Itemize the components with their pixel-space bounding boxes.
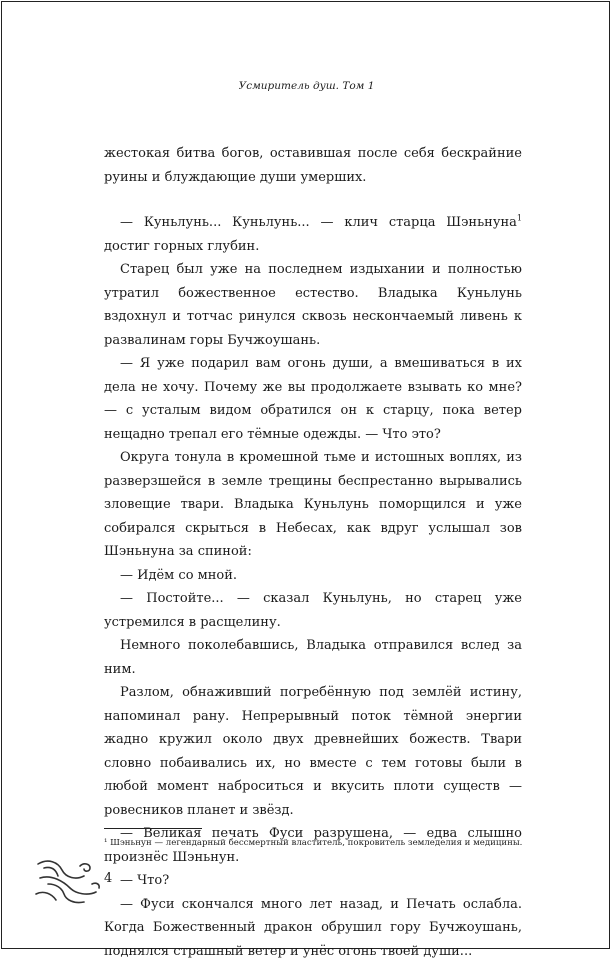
- paragraph: Разлом, обнаживший погребённую под землёй истину, напоминал рану. Непрерывный поток тёмной энергии жадно кружил около двух древнейших божеств. Твари словно побаивались их, но вместе с тем готовы были в любой момент наброситься и вкусить плоти существ — ровесников планет и звёзд.: [104, 681, 522, 822]
- paragraph: [104, 211, 522, 258]
- section-gap: [104, 189, 522, 211]
- paragraph: — Я уже подарил вам огонь души, а вмешиваться в их дела не хочу. Почему же вы продолжаете взывать ко мне? — с усталым видом обратился он к старцу, пока ветер нещадно трепал его тёмные одежды. — Что это?: [104, 352, 522, 446]
- paragraph-text: — Куньлунь... Куньлунь... — клич старца Шэньнуна: [120, 215, 517, 230]
- paragraph: — Идём со мной.: [104, 564, 522, 588]
- footnote: ¹ Шэньнун — легендарный бессмертный властитель, покровитель земледелия и медицины.: [104, 838, 534, 848]
- paragraph: Округа тонула в кромешной тьме и истошных воплях, из разверзшейся в земле трещины беспрестанно вырывались зловещие твари. Владыка Куньлунь поморщился и уже собирался скрыться в Небесах, как вдруг услышал зов Шэньнуна за спиной:: [104, 446, 522, 564]
- paragraph: Немного поколебавшись, Владыка отправился вслед за ним.: [104, 634, 522, 681]
- running-head: Усмиритель душ. Том 1: [0, 80, 613, 92]
- footnote-rule: [104, 828, 202, 829]
- wave-ornament-icon: [34, 854, 104, 910]
- paragraph: жестокая битва богов, оставившая после себя бескрайние руины и блуждающие души умерших.: [104, 142, 522, 189]
- paragraph: — Что?: [104, 869, 522, 893]
- paragraph: — Постойте... — сказал Куньлунь, но старец уже устремился в расщелину.: [104, 587, 522, 634]
- page-number: 4: [104, 871, 112, 886]
- paragraph-text: достиг горных глубин.: [104, 239, 259, 254]
- footnote-marker: 1: [517, 214, 522, 223]
- paragraph: — Великая печать Фуси разрушена, — едва слышно произнёс Шэньнун.: [104, 822, 522, 869]
- paragraph: Старец был уже на последнем издыхании и полностью утратил божественное естество. Владыка Куньлунь вздохнул и тотчас ринулся сквозь нескончаемый ливень к развалинам горы Бучжоушань.: [104, 258, 522, 352]
- paragraph: — Фуси скончался много лет назад, и Печать ослабла. Когда Божественный дракон обрушил гору Бучжоушань, поднялся страшный ветер и унёс огонь твоей души...: [104, 893, 522, 963]
